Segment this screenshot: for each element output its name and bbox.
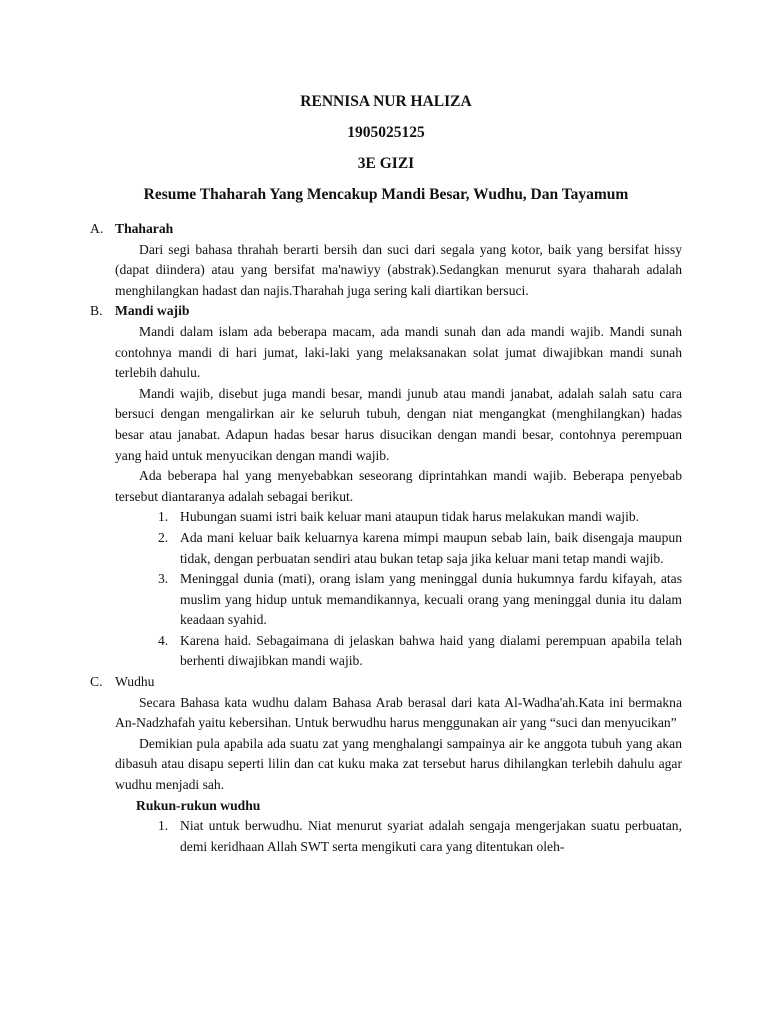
section-a-heading bbox=[90, 219, 682, 240]
list-item bbox=[158, 816, 682, 857]
document-title: Resume Thaharah Yang Mencakup Mandi Besar, Wudhu, Dan Tayamum bbox=[143, 186, 629, 203]
section-letter: A. bbox=[90, 221, 104, 236]
list-item bbox=[158, 569, 682, 631]
author-name: RENNISA NUR HALIZA bbox=[300, 93, 472, 110]
section-b-heading bbox=[90, 301, 682, 322]
list-number: 2. bbox=[158, 529, 169, 545]
section-letter: B. bbox=[90, 303, 103, 319]
paragraph: Demikian pula apabila ada suatu zat yang menghalangi sampainya air ke anggota tubuh yang akan dibasuh atau disapu seperti lilin dan cat kuku maka zat tersebut harus dihilangkan terlebih dahulu agar wudhu menjadi sah. bbox=[115, 735, 682, 793]
student-id: 1905025125 bbox=[347, 124, 425, 141]
paragraph: Dari segi bahasa thrahah berarti bersih dan suci dari segala yang kotor, baik yang bersifat hissy (dapat diindera) atau yang bersifat ma'nawiyy (abstrak).Sedangkan menurut syara thaharah adalah menghilangkan hadast dan najis.Tharahah juga sering kali diartikan bersuci. bbox=[115, 241, 682, 298]
paragraph: Mandi dalam islam ada beberapa macam, ada mandi sunah dan ada mandi wajib. Mandi sunah contohnya mandi di hari jumat, laki-laki yang melaksanakan solat jumat diwajibkan mandi sunah terlebih dahulu. bbox=[115, 323, 682, 381]
list-item-text: Niat untuk berwudhu. Niat menurut syariat adalah sengaja mengerjakan suatu perbuatan, demi keridhaan Allah SWT serta mengikuti cara yang ditentukan oleh- bbox=[180, 818, 682, 854]
rukun-wudhu-list bbox=[90, 816, 682, 857]
list-number: 3. bbox=[158, 571, 169, 587]
list-number: 1. bbox=[158, 818, 169, 834]
paragraph: Ada beberapa hal yang menyebabkan seseorang diprintahkan mandi wajib. Beberapa penyebab tersebut diantaranya adalah sebagai berikut. bbox=[115, 468, 682, 504]
section-title: Thaharah bbox=[115, 221, 174, 236]
subsection-title: Rukun-rukun wudhu bbox=[136, 797, 261, 813]
list-item bbox=[158, 507, 682, 528]
list-item-text: Karena haid. Sebagaimana di jelaskan bahwa haid yang dialami perempuan apabila telah berhenti diwajibkan mandi wajib. bbox=[180, 632, 682, 669]
list-item bbox=[158, 528, 682, 569]
mandi-wajib-causes-list bbox=[90, 507, 682, 672]
paragraph: Secara Bahasa kata wudhu dalam Bahasa Arab berasal dari kata Al-Wadha'ah.Kata ini bermakna An-Nadzhafah yaitu kebersihan. Untuk berwudhu harus menggunakan air yang “suci dan menyucikan” bbox=[115, 694, 682, 731]
list-number: 4. bbox=[158, 632, 169, 648]
list-item-text: Meninggal dunia (mati), orang islam yang meninggal dunia hukumnya fardu kifayah, atas muslim yang hidup untuk memandikannya, kecuali orang yang meninggal dunia itu dalam keadaan syahid. bbox=[180, 571, 682, 628]
section-c-heading bbox=[90, 672, 682, 693]
list-number: 1. bbox=[158, 509, 169, 525]
list-item-text: Ada mani keluar baik keluarnya karena mimpi maupun sebab lain, baik disengaja maupun tidak, dengan perbuatan sendiri atau bukan tetap saja jika keluar mani tetap mandi wajib. bbox=[180, 529, 682, 566]
class-label: 3E GIZI bbox=[357, 155, 415, 172]
section-title: Wudhu bbox=[115, 674, 155, 690]
paragraph: Mandi wajib, disebut juga mandi besar, mandi junub atau mandi janabat, adalah salah satu cara bersuci dengan mengalirkan air ke seluruh tubuh, dengan niat mengangkat (menghilangkan) hadas besar atau janabat. Adapun hadas besar harus disucikan dengan mandi besar, contohnya perempuan yang haid untuk menyucikan dengan mandi wajib. bbox=[115, 385, 682, 463]
section-title: Mandi wajib bbox=[115, 303, 190, 319]
list-item bbox=[158, 631, 682, 672]
section-letter: C. bbox=[90, 674, 103, 690]
list-item-text: Hubungan suami istri baik keluar mani ataupun tidak harus melakukan mandi wajib. bbox=[180, 509, 640, 525]
